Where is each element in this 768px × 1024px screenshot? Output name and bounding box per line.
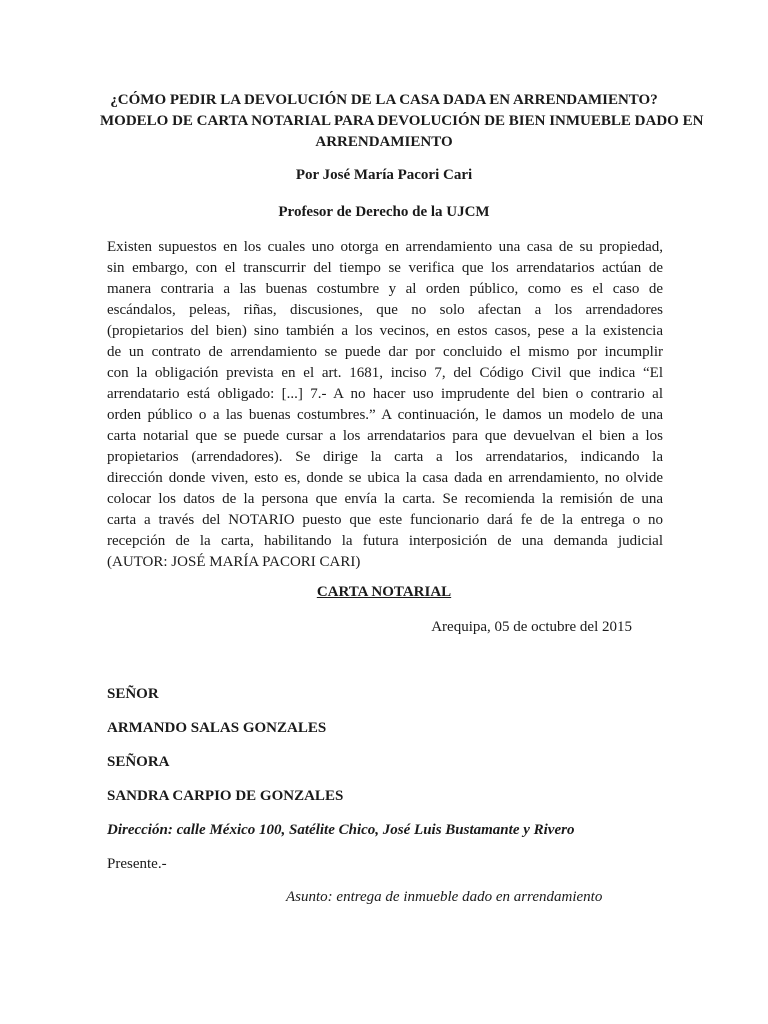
- body-line: de un contrato de arrendamiento se puede dar por concluido el mismo por incumplir: [107, 344, 663, 360]
- presente-line: Presente.-: [107, 856, 167, 872]
- salutation-senor: SEÑOR: [107, 686, 159, 702]
- body-line: dirección donde viven, esto es, donde se ubica la casa dada en arrendamiento, no olvide: [107, 470, 663, 486]
- body-line: (AUTOR: JOSÉ MARÍA PACORI CARI): [107, 554, 361, 570]
- body-line: Existen supuestos en los cuales uno otorga en arrendamiento una casa de su propiedad,: [107, 239, 663, 255]
- body-line: carta notarial que se puede cursar a los arrendatarios para que devuelvan el bien a los: [107, 428, 663, 444]
- body-line: escándalos, peleas, riñas, discusiones, que no solo afectan a los arrendadores: [107, 302, 663, 318]
- body-line: manera contraria a las buenas costumbre y al orden público, como es el caso de: [107, 281, 663, 297]
- body-line: arrendatario está obligado: [...] 7.- A no hacer uso imprudente del bien o contrario al: [107, 386, 663, 402]
- body-line: carta a través del NOTARIO puesto que este funcionario dará fe de la entrega o no: [107, 512, 663, 528]
- body-line: sin embargo, con el transcurrir del tiempo se verifica que los arrendatarios actúan de: [107, 260, 663, 276]
- letter-subject: Asunto: entrega de inmueble dado en arrendamiento: [286, 889, 603, 905]
- recipient-address: Dirección: calle México 100, Satélite Chico, José Luis Bustamante y Rivero: [107, 822, 575, 838]
- recipient-name-2: SANDRA CARPIO DE GONZALES: [107, 788, 344, 804]
- recipient-name-1: ARMANDO SALAS GONZALES: [107, 720, 327, 736]
- body-line: con la obligación prevista en el art. 1681, inciso 7, del Código Civil que indica “El: [107, 365, 663, 381]
- document-title: [100, 90, 704, 153]
- salutation-senora: SEÑORA: [107, 754, 170, 770]
- letter-heading: [100, 582, 668, 603]
- body-line: colocar los datos de la persona que envía la carta. Se recomienda la remisión de una: [107, 491, 663, 507]
- body-paragraph: [107, 237, 663, 573]
- body-line: propietarios (arrendadores). Se dirige la carta a los arrendatarios, indicando la: [107, 449, 663, 465]
- title-line-1: ¿CÓMO PEDIR LA DEVOLUCIÓN DE LA CASA DADA EN ARRENDAMIENTO?: [110, 92, 658, 108]
- author-line: Por José María Pacori Cari: [295, 167, 473, 183]
- body-line: (propietarios del bien) sino también a los vecinos, en estos casos, pese a la existencia: [107, 323, 663, 339]
- title-line-3: ARRENDAMIENTO: [315, 134, 453, 150]
- title-line-2: MODELO DE CARTA NOTARIAL PARA DEVOLUCIÓN DE BIEN INMUEBLE DADO EN: [100, 113, 704, 129]
- body-line: recepción de la carta, habilitando la futura interposición de una demanda judicial: [107, 533, 663, 549]
- letter-heading-text: CARTA NOTARIAL: [316, 584, 452, 600]
- letter-date: Arequipa, 05 de octubre del 2015: [431, 619, 632, 635]
- affiliation-line: Profesor de Derecho de la UJCM: [278, 204, 490, 220]
- body-line: orden público o a las buenas costumbres.” A continuación, le damos un modelo de una: [107, 407, 663, 423]
